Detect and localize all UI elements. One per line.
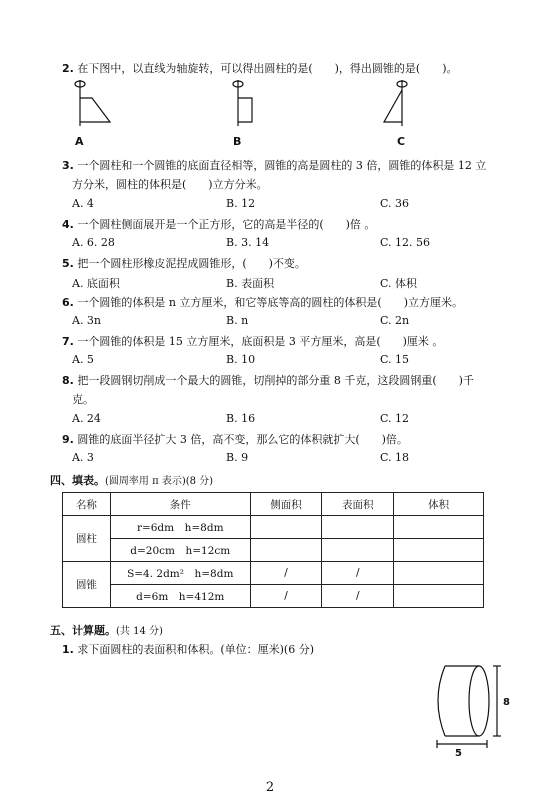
option-b: B. 3. 14 xyxy=(226,236,270,249)
shape-name-cylinder: 圆柱 xyxy=(63,516,111,562)
option-b: B. 10 xyxy=(226,353,256,366)
option-c: C. 12. 56 xyxy=(380,236,431,249)
height-label: 8 xyxy=(503,697,510,708)
section-5-question-1: 1. 求下面圆柱的表面积和体积。(单位：厘米)(6 分) xyxy=(62,643,315,656)
shape-name-cone: 圆锥 xyxy=(63,562,111,608)
slash-cell: / xyxy=(250,585,322,608)
option-c: C. 18 xyxy=(380,451,410,464)
figure-label-b: B xyxy=(233,135,242,148)
empty-cell[interactable] xyxy=(250,516,322,539)
condition-cell: r=6dm h=8dm xyxy=(110,516,250,539)
condition-cell: d=6m h=412m xyxy=(110,585,250,608)
question-7: 7. 一个圆锥的体积是 15 立方厘米，底面积是 3 平方厘米，高是( )厘米 。 xyxy=(62,335,444,348)
empty-cell[interactable] xyxy=(394,585,484,608)
table-row xyxy=(63,539,484,562)
option-c: C. 2n xyxy=(380,314,410,327)
header-cell: 条件 xyxy=(110,493,250,516)
option-a: A. 6. 28 xyxy=(72,236,115,249)
question-8: 8. 把一段圆钢切削成一个最大的圆锥，切削掉的部分重 8 千克，这段圆钢重( )千 xyxy=(62,374,474,387)
option-a: A. 3 xyxy=(72,451,94,464)
question-text: 在下图中，以直线为轴旋转，可以得出圆柱的是( )，得出圆锥的是( )。 xyxy=(77,62,458,75)
section-5-heading: 五、计算题。(共 14 分) xyxy=(50,624,163,637)
option-b: B. 9 xyxy=(226,451,249,464)
option-a: A. 4 xyxy=(72,197,94,210)
question-6: 6. 一个圆锥的体积是 n 立方厘米，和它等底等高的圆柱的体积是( )立方厘米。 xyxy=(62,296,464,309)
option-a: A. 24 xyxy=(72,412,101,425)
condition-cell: S=4. 2dm² h=8dm xyxy=(110,562,250,585)
empty-cell[interactable] xyxy=(322,516,394,539)
slash-cell: / xyxy=(322,585,394,608)
question-8-line2: 克。 xyxy=(72,393,94,406)
slash-cell: / xyxy=(250,562,322,585)
header-cell: 表面积 xyxy=(322,493,394,516)
empty-cell[interactable] xyxy=(394,562,484,585)
section-4-heading: 四、填表。(圆周率用 π 表示)(8 分) xyxy=(50,474,214,487)
option-c: C. 36 xyxy=(380,197,410,210)
empty-cell[interactable] xyxy=(394,539,484,562)
question-5: 5. 把一个圆柱形橡皮泥捏成圆锥形，( )不变。 xyxy=(62,257,306,270)
option-c: C. 12 xyxy=(380,412,410,425)
option-b: B. 表面积 xyxy=(226,277,275,290)
figure-b-rectangle xyxy=(233,80,252,126)
empty-cell[interactable] xyxy=(394,516,484,539)
question-2 xyxy=(62,60,458,76)
table-row xyxy=(63,562,484,585)
header-cell: 侧面积 xyxy=(250,493,322,516)
question-4: 4. 一个圆柱侧面展开是一个正方形，它的高是半径的( )倍 。 xyxy=(62,218,376,231)
figure-a-trapezoid xyxy=(75,80,110,126)
condition-cell: d=20cm h=12cm xyxy=(110,539,250,562)
option-a: A. 3n xyxy=(72,314,102,327)
table-row xyxy=(63,516,484,539)
option-c: C. 体积 xyxy=(380,277,418,290)
question-9: 9. 圆锥的底面半径扩大 3 倍，高不变，那么它的体积就扩大( )倍。 xyxy=(62,433,408,446)
slash-cell: / xyxy=(322,562,394,585)
option-b: B. 12 xyxy=(226,197,256,210)
table-header-row xyxy=(63,493,484,516)
rotation-figures xyxy=(60,78,500,150)
header-cell: 名称 xyxy=(63,493,111,516)
question-number: 2. xyxy=(62,62,74,75)
question-3-line2: 方分米，圆柱的体积是( )立方分米。 xyxy=(72,178,268,191)
cylinder-end-ellipse xyxy=(469,666,489,736)
empty-cell[interactable] xyxy=(250,539,322,562)
option-a: A. 底面积 xyxy=(72,277,120,290)
figure-label-c: C xyxy=(397,135,406,148)
header-cell: 体积 xyxy=(394,493,484,516)
option-c: C. 15 xyxy=(380,353,410,366)
diameter-label: 5 xyxy=(455,748,462,759)
question-3: 3. 一个圆柱和一个圆锥的底面直径相等，圆锥的高是圆柱的 3 倍，圆锥的体积是 12 立 xyxy=(62,159,487,172)
page-number: 2 xyxy=(265,780,275,795)
option-b: B. n xyxy=(226,314,249,327)
option-a: A. 5 xyxy=(72,353,94,366)
empty-cell[interactable] xyxy=(322,539,394,562)
table-row xyxy=(63,585,484,608)
figure-label-a: A xyxy=(75,135,84,148)
cylinder-left-edge xyxy=(438,666,445,736)
fill-table xyxy=(62,492,484,608)
figure-c-triangle xyxy=(384,80,407,126)
cylinder-figure xyxy=(425,660,515,760)
option-b: B. 16 xyxy=(226,412,256,425)
